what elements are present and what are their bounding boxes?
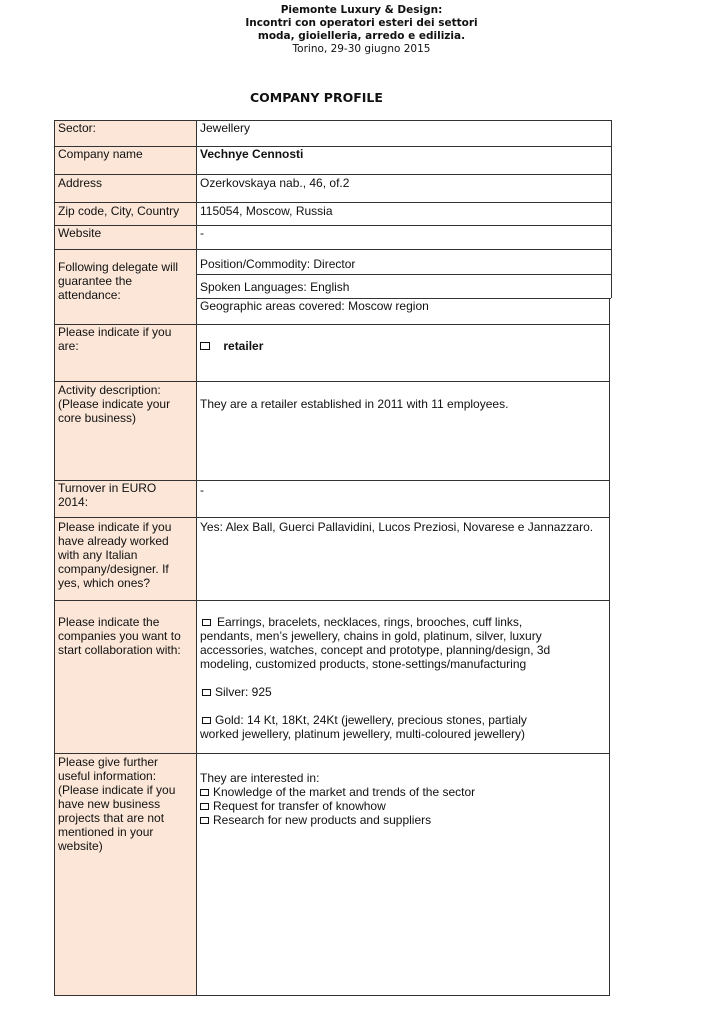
address-label: Address [58, 176, 103, 190]
turnover-label: Turnover in EURO 2014: [58, 481, 157, 509]
row-border [54, 517, 609, 518]
collaboration-silver-text: Silver: 925 [215, 685, 272, 699]
header-date-place: Torino, 29-30 giugno 2015 [292, 43, 431, 55]
table-border-left [54, 120, 55, 996]
delegate-languages: Spoken Languages: English [200, 280, 350, 294]
activity-label: Activity description: (Please indicate your core business) [58, 383, 171, 425]
table-divider-column [196, 120, 197, 996]
header-subtitle-2: moda, gioielleria, arredo e edilizia. [257, 30, 466, 42]
further-info-item [200, 785, 605, 799]
row-border [54, 174, 611, 175]
row-border [54, 249, 611, 250]
company-name-label: Company name [58, 147, 143, 161]
zip-city-country-label: Zip code, City, Country [58, 204, 180, 218]
collaboration-item-products [200, 615, 570, 671]
website-label: Website [58, 226, 102, 240]
collaboration-gold-text: Gold: 14 Kt, 18Kt, 24Kt (jewellery, precious stones, partialy worked jewellery, platinum jewellery, multi-coloured jewellery) [200, 713, 527, 741]
delegate-geographic-areas: Geographic areas covered: Moscow region [200, 299, 429, 313]
checkbox-icon [200, 342, 210, 350]
table-border-right-lower [609, 298, 610, 996]
address-value: Ozerkovskaya nab., 46, of.2 [200, 176, 350, 190]
zip-city-country-value: 115054, Moscow, Russia [200, 204, 333, 218]
checkbox-icon [202, 717, 211, 724]
activity-value: They are a retailer established in 2011 with 11 employees. [200, 397, 509, 411]
business-type-label: Please indicate if you are: [58, 325, 172, 353]
sector-value: Jewellery [200, 121, 251, 135]
further-info-item [200, 799, 605, 813]
row-border [54, 753, 609, 754]
business-type-option [200, 339, 605, 353]
delegate-label: Following delegate will guarantee the attendance: [58, 260, 179, 302]
checkbox-icon [200, 817, 209, 824]
row-border [54, 381, 609, 382]
further-info-item-text: Request for transfer of knowhow [213, 799, 386, 813]
collaboration-item-silver [200, 685, 605, 699]
company-name-value: Vechnye Cennosti [200, 147, 304, 161]
delegate-position: Position/Commodity: Director [200, 257, 356, 271]
table-border-bottom [54, 995, 609, 996]
further-info-item [200, 813, 605, 827]
further-info-item-text: Knowledge of the market and trends of the sector [213, 785, 476, 799]
turnover-value: - [200, 483, 204, 497]
checkbox-icon [200, 789, 209, 796]
header-event-title: Piemonte Luxury & Design: [280, 4, 443, 16]
further-info-intro: They are interested in: [200, 771, 320, 785]
collaboration-label: Please indicate the companies you want to start collaboration with: [58, 615, 181, 657]
business-type-value: retailer [223, 339, 264, 353]
row-border [196, 274, 611, 275]
checkbox-icon [202, 619, 211, 626]
further-info-label: Please give further useful information: (Please indicate if you have new business projects that are not mentioned in your website) [58, 755, 176, 853]
further-info-item-text: Research for new products and suppliers [213, 813, 432, 827]
collaboration-item-gold [200, 713, 560, 741]
row-border [54, 600, 609, 601]
checkbox-icon [202, 689, 211, 696]
page-title: COMPANY PROFILE [250, 90, 383, 105]
sector-label: Sector: [58, 121, 97, 135]
website-value: - [200, 226, 204, 240]
italian-partners-label: Please indicate if you have already worked with any Italian company/designer. If yes, which ones? [58, 520, 172, 590]
table-border-right-upper [611, 120, 612, 298]
italian-partners-value: Yes: Alex Ball, Guerci Pallavidini, Lucos Preziosi, Novarese e Jannazzaro. [200, 520, 594, 534]
collaboration-products-text: Earrings, bracelets, necklaces, rings, brooches, cuff links, pendants, men’s jewellery, chains in gold, platinum, silver, luxury accessories, watches, concept and prototype, planning/design, 3d modeling, customized products, stone-settings/manufacturing [200, 615, 551, 671]
row-border [54, 202, 611, 203]
checkbox-icon [200, 803, 209, 810]
header-subtitle-1: Incontri con operatori esteri dei settori [245, 17, 478, 29]
